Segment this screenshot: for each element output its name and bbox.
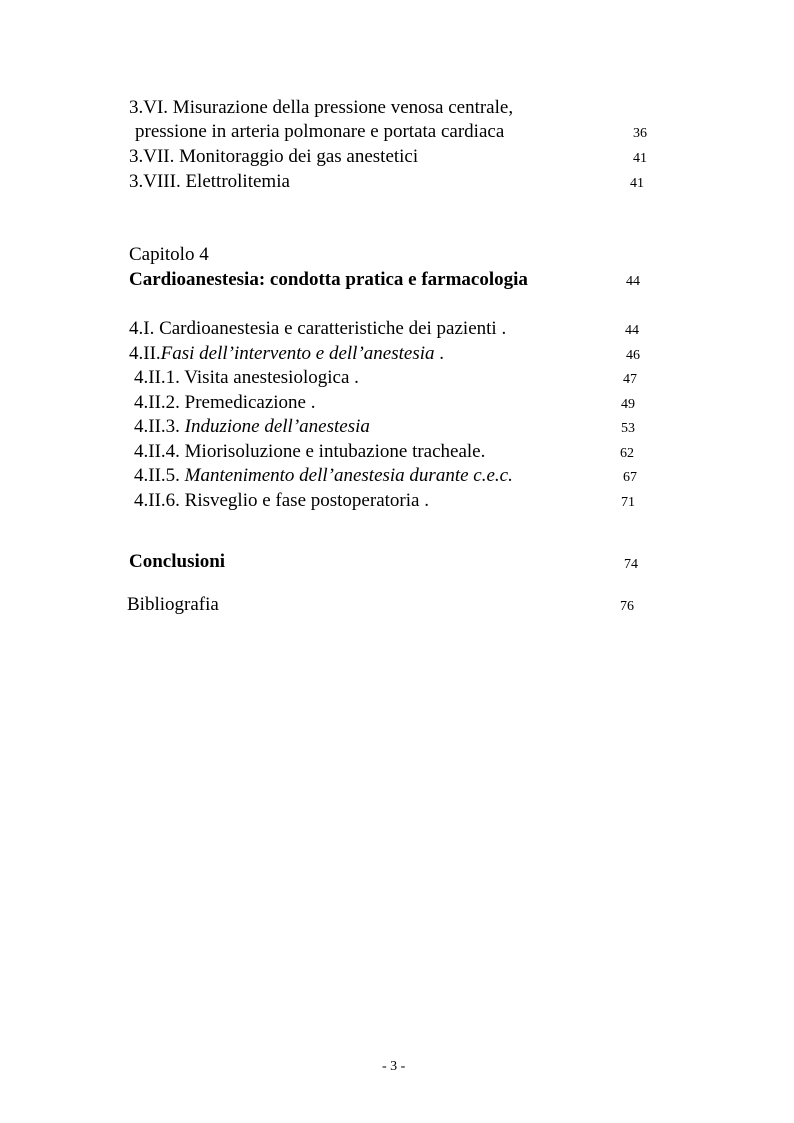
toc-entry-3-viii: 3.VIII. Elettrolitemia (129, 171, 290, 192)
toc-page-4-ii-6: 71 (621, 495, 635, 510)
toc-page-4-i: 44 (625, 323, 639, 338)
toc-entry-4-i: 4.I. Cardioanestesia e caratteristiche dei pazienti . (129, 318, 507, 339)
toc-entry-4-ii-3-title: Induzione dell’anestesia (184, 416, 370, 437)
toc-entry-conclusions: Conclusioni (129, 551, 226, 572)
toc-entry-bibliography: Bibliografia (127, 594, 219, 615)
toc-entry-4-ii-1: 4.II.1. Visita anestesiologica . (134, 367, 359, 388)
toc-entry-3-vi-line2: pressione in arteria polmonare e portata cardiaca (135, 121, 505, 142)
toc-entry-4-ii-3 (134, 415, 370, 439)
toc-entry-4-ii-5-prefix: 4.II.5. (134, 465, 185, 486)
toc-page-3-vi: 36 (633, 126, 647, 141)
toc-page-chapter-4: 44 (626, 274, 640, 289)
toc-page-3-vii: 41 (633, 151, 647, 166)
toc-entry-4-ii-5 (134, 464, 513, 488)
toc-page-4-ii: 46 (626, 348, 640, 363)
toc-page-4-ii-5: 67 (623, 470, 637, 485)
toc-page-3-viii: 41 (630, 176, 644, 191)
toc-entry-4-ii-4: 4.II.4. Miorisoluzione e intubazione tracheale. (134, 441, 486, 462)
chapter-title: Cardioanestesia: condotta pratica e farmacologia (129, 269, 528, 290)
toc-page-4-ii-1: 47 (623, 372, 637, 387)
toc-entry-4-ii-5-title: Mantenimento dell’anestesia durante c.e.c. (184, 465, 513, 486)
page-number: - 3 - (382, 1059, 406, 1074)
toc-page-4-ii-3: 53 (621, 421, 635, 436)
toc-entry-4-ii (129, 342, 444, 366)
toc-entry-4-ii-6: 4.II.6. Risveglio e fase postoperatoria . (134, 490, 429, 511)
toc-page-4-ii-2: 49 (621, 397, 635, 412)
toc-entry-4-ii-suffix: . (434, 343, 444, 364)
toc-page-4-ii-4: 62 (620, 446, 634, 461)
toc-entry-3-vi-line1: 3.VI. Misurazione della pressione venosa centrale, (129, 97, 514, 118)
toc-page-bibliography: 76 (620, 599, 634, 614)
toc-entry-4-ii-3-prefix: 4.II.3. (134, 416, 185, 437)
toc-entry-4-ii-title: Fasi dell’intervento e dell’anestesia (160, 343, 435, 364)
chapter-heading: Capitolo 4 (129, 244, 209, 265)
toc-entry-3-vii: 3.VII. Monitoraggio dei gas anestetici (129, 146, 419, 167)
toc-entry-4-ii-prefix: 4.II. (129, 343, 161, 364)
toc-entry-4-ii-2: 4.II.2. Premedicazione . (134, 392, 316, 413)
toc-page-conclusions: 74 (624, 557, 638, 572)
